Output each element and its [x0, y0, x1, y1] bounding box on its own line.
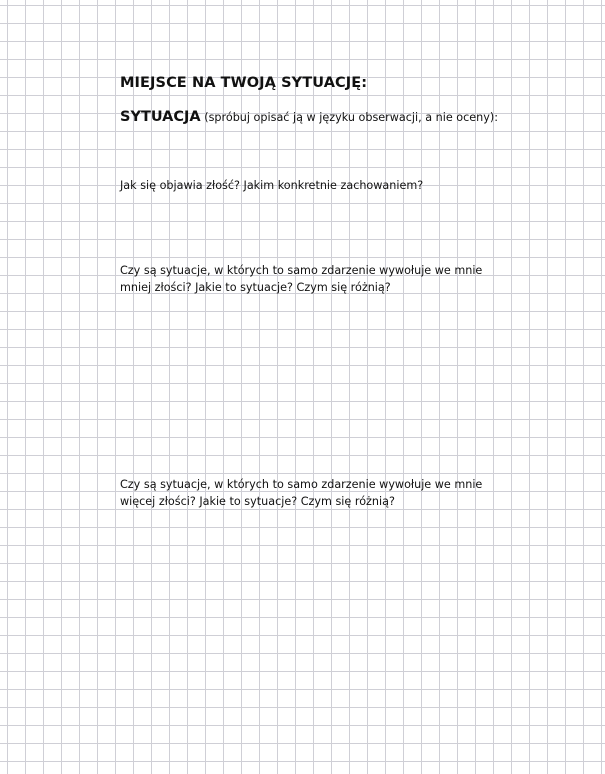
question-more-anger [120, 476, 500, 510]
question-line: więcej złości? Jakie to sytuacje? Czym się różnią? [120, 495, 395, 508]
question-anger-manifestation [120, 177, 500, 194]
question-line: mniej złości? Jakie to sytuacje? Czym się różnią? [120, 281, 391, 294]
question-line: Czy są sytuacje, w których to samo zdarzenie wywołuje we mnie [120, 478, 483, 491]
situation-hint: (spróbuj opisać ją w języku obserwacji, a nie oceny): [200, 111, 499, 124]
question-line: Czy są sytuacje, w których to samo zdarzenie wywołuje we mnie [120, 264, 483, 277]
question-line: Jak się objawia złość? Jakim konkretnie zachowaniem? [120, 179, 424, 192]
section-heading: MIEJSCE NA TWOJĄ SYTUACJĘ: [120, 75, 368, 91]
situation-prompt [120, 107, 498, 127]
question-less-anger [120, 262, 500, 296]
situation-label: SYTUACJA [120, 109, 201, 125]
